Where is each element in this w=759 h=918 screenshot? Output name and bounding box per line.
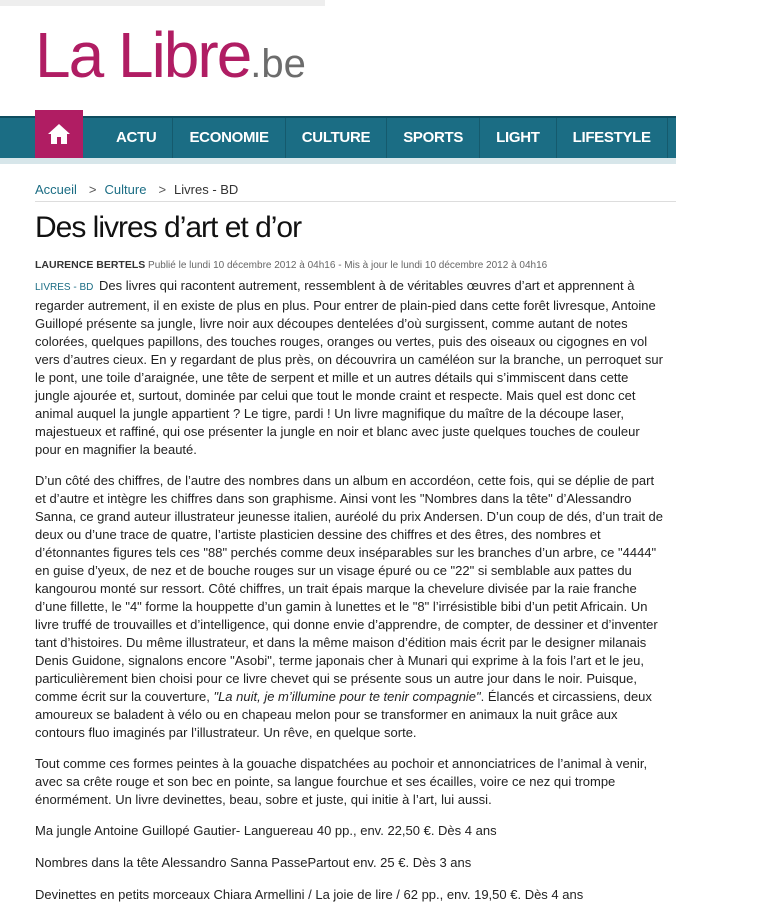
top-strip <box>0 0 325 6</box>
nav-item-actu[interactable]: ACTU <box>116 129 157 146</box>
logo-name: La Libre <box>35 19 251 91</box>
paragraph-1 <box>35 277 665 459</box>
book-info-1: Ma jungle Antoine Guillopé Gautier- Languereau 40 pp., env. 22,50 €. Dès 4 ans <box>35 823 497 838</box>
home-icon <box>47 123 71 145</box>
breadcrumb-home[interactable]: Accueil <box>35 182 77 197</box>
paragraph-1-text: Des livres qui racontent autrement, ressemblent à de véritables œuvres d’art et apprennent à regarder autrement, il en existe de plus en plus. Pour entrer de plain-pied dans cette forêt livresque, Antoine Guillopé présente sa jungle, livre noir aux découpes dentelées d’où surgissent, comme autant de notes colorées, quelques papillons, des touches rouges, oranges ou vertes, puis des oiseaux ou cigognes en vol vers d’autres cieux. En y regardant de plus près, on découvrira un caméléon sur la branche, un perroquet sur le pont, une toile d’araignée, une tête de serpent et mille et un autres détails qui s’immiscent dans cette jungle ajourée et, surtout, dominée par celui que tout le monde craint et respecte. Mais quel est donc cet animal auquel la jungle appartient ? Le tigre, pardi ! Un livre magnifique du maître de la découpe laser, majestueux et raffiné, qui ose présenter la jungle en noir et blanc avec juste quelques touches de couleur pour en magnifier la beauté. <box>35 278 663 457</box>
book-info-2: Nombres dans la tête Alessandro Sanna PassePartout env. 25 €. Dès 3 ans <box>35 855 472 870</box>
logo-tld: .be <box>250 42 306 86</box>
breadcrumb <box>35 182 242 197</box>
nav-item-culture[interactable]: CULTURE <box>285 118 386 158</box>
book-info-3: Devinettes en petits morceaux Chiara Armellini / La joie de lire / 62 pp., env. 19,50 €. Dès 4 ans <box>35 887 584 902</box>
nav-item-debats[interactable]: DÉBATS <box>667 118 759 158</box>
site-logo[interactable] <box>35 20 306 90</box>
article-byline <box>35 259 547 271</box>
paragraph-2-text-a: D’un côté des chiffres, de l’autre des nombres dans un album en accordéon, cette fois, qui se déplie de part et d’autre et intègre les chiffres dans son graphisme. Ainsi vont les "Nombres dans la tête" d’Alessandro Sanna, ce grand auteur illustrateur jeunesse italien, auréolé du prix Andersen. D’un coup de dés, d’un trait de deux ou d’une trace de quatre, l’artiste plasticien dessine des chiffres et des êtres, des nombres et d’étonnantes figures tels ces "88" perchés comme deux inséparables sur les branches d’un arbre, ce "4444" en guise d’yeux, de nez et de bouche rouges sur un visage épuré ou ce "22" si semblable aux pattes du kangourou monté sur ressort. Côté chiffres, un trait épais marque la chevelure divisée par la raie franche d’une fillette, le "4" forme la houppette d’un gamin à lunettes et le "8" l’irrésistible bibi d’un petit Africain. Un livre truffé de trouvailles et d’intelligence, qui donne envie d’apprendre, de compter, de dessiner et d’inventer tant d’histoires. Du même illustrateur, et dans la même maison d’édition mais écrit par le designer milanais Denis Guidone, signalons encore "Asobi", terme japonais cher à Munari qui exprime à la fois l’art et le jeu, particulièrement bien choisi pour ce livre chevet qui se présente sous un autre jour dans le noir. Puisque, comme écrit sur la couverture, <box>35 473 664 704</box>
article-category[interactable]: LIVRES - BD <box>35 282 94 293</box>
paragraph-3: Tout comme ces formes peintes à la gouache dispatchées au pochoir et annonciatrices de l’animal à venir, avec sa crête rouge et son bec en pointe, sa langue fourchue et ses écailles, voire ce nez qui trompe énormément. Un livre devinettes, beau, sobre et juste, qui initie à l’art, lui aussi. <box>35 756 648 807</box>
article-body <box>35 277 665 918</box>
nav-item-lifestyle[interactable]: LIFESTYLE <box>556 118 667 158</box>
breadcrumb-culture[interactable]: Culture <box>104 182 147 197</box>
paragraph-2-text-b: . Élancés et circassiens, deux amoureux se baladent à vélo ou en chapeau melon pour se transformer en animaux la nuit grâce aux contours fluo imaginés par l’illustrateur. Un rêve, en quelque sorte. <box>35 689 652 740</box>
home-button[interactable] <box>35 110 83 158</box>
breadcrumb-separator: > <box>158 182 167 197</box>
paragraph-2-quote: "La nuit, je m’illumine pour te tenir compagnie" <box>213 689 481 704</box>
article-author[interactable]: LAURENCE BERTELS <box>35 259 146 271</box>
breadcrumb-current: Livres - BD <box>174 182 239 197</box>
nav-item-economie[interactable]: ECONOMIE <box>172 118 284 158</box>
nav-item-light[interactable]: LIGHT <box>479 118 556 158</box>
paragraph-2 <box>35 472 665 742</box>
breadcrumb-separator: > <box>88 182 97 197</box>
breadcrumb-divider <box>35 201 676 202</box>
article-title: Des livres d’art et d’or <box>35 211 302 244</box>
article-meta: Publié le lundi 10 décembre 2012 à 04h16 - Mis à jour le lundi 10 décembre 2012 à 04h16 <box>148 260 548 271</box>
nav-item-sports[interactable]: SPORTS <box>386 118 479 158</box>
main-nav <box>0 116 743 158</box>
